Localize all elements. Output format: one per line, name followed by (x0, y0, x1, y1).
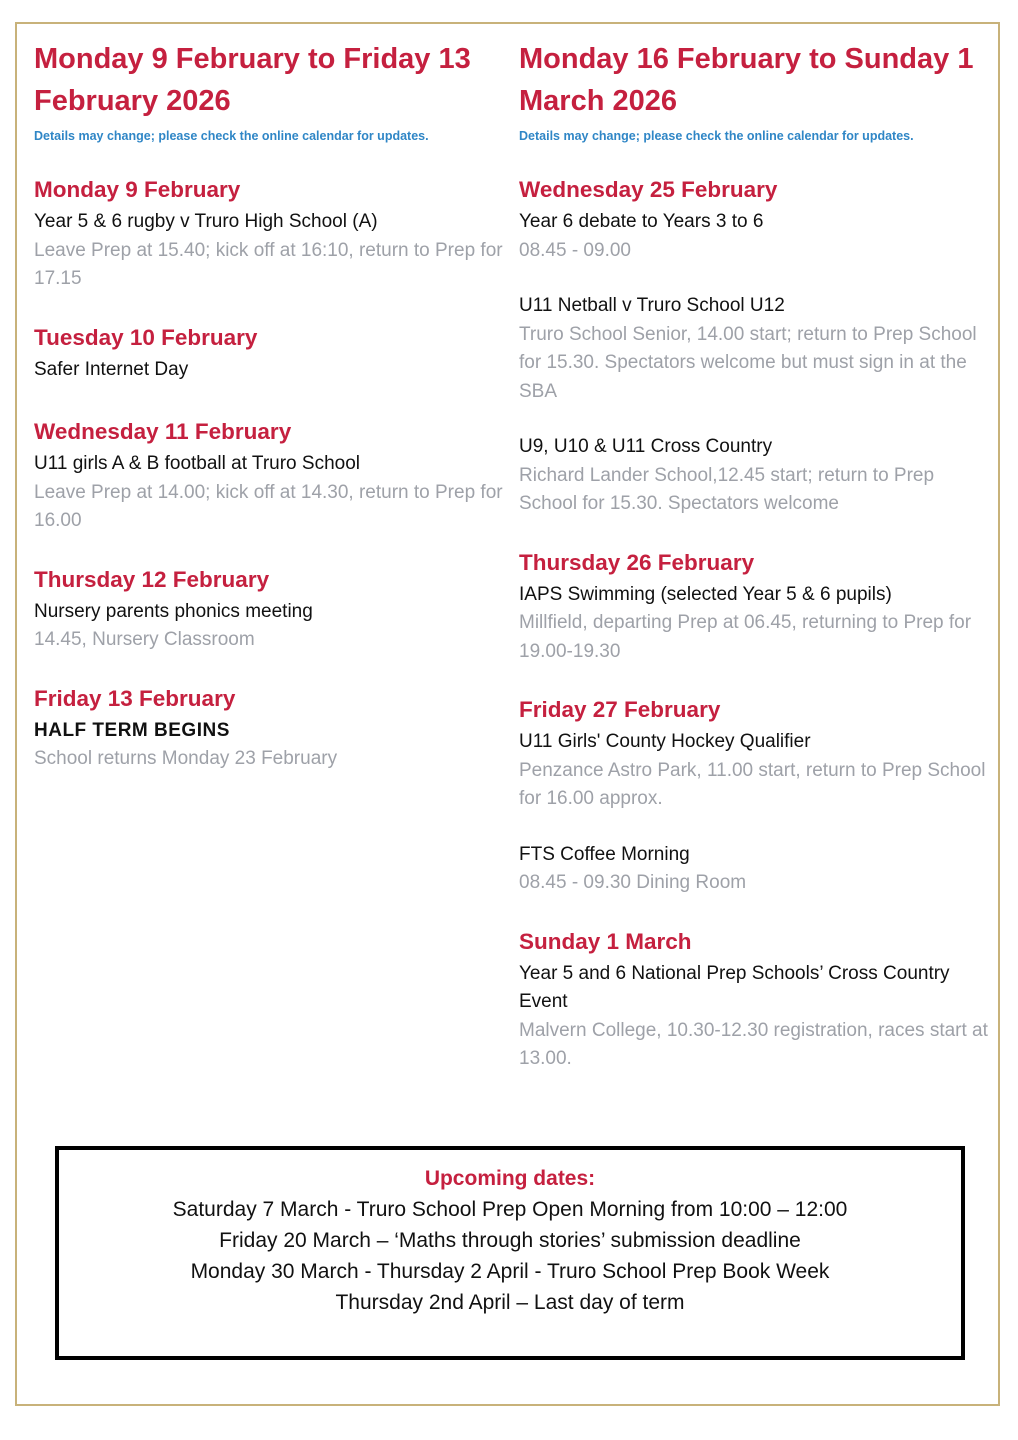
day-section (519, 696, 989, 898)
event-title: FTS Coffee Morning (519, 843, 690, 865)
event-detail: Millfield, departing Prep at 06.45, returning to Prep for 19.00-19.30 (519, 612, 972, 662)
week-title: Monday 9 February to Friday 13 February 2026 (34, 43, 471, 117)
event-title: U11 Netball v Truro School U12 (519, 295, 785, 316)
day-heading: Thursday 26 February (519, 549, 755, 575)
week-column-left (34, 38, 504, 774)
day-heading: Sunday 1 March (519, 928, 692, 954)
day-heading: Thursday 12 February (34, 566, 270, 592)
calendar-note: Details may change; please check the online calendar for updates. (519, 129, 914, 143)
event-title: Year 6 debate to Years 3 to 6 (519, 211, 764, 232)
day-section (34, 176, 504, 294)
event-title: U11 girls A & B football at Truro School (34, 453, 360, 474)
day-section (34, 685, 504, 774)
upcoming-dates-box (55, 1146, 965, 1360)
event-detail: School returns Monday 23 February (34, 748, 338, 769)
day-heading: Tuesday 10 February (34, 324, 258, 350)
event-title: Nursery parents phonics meeting (34, 600, 313, 622)
calendar-note: Details may change; please check the online calendar for updates. (34, 129, 429, 143)
event-detail: 08.45 - 09.30 Dining Room (519, 872, 747, 893)
day-section (519, 549, 989, 667)
day-heading: Wednesday 25 February (519, 177, 778, 202)
upcoming-date-line: Friday 20 March – ‘Maths through stories’ submission deadline (219, 1229, 801, 1252)
upcoming-heading: Upcoming dates: (424, 1167, 596, 1190)
event-detail: Richard Lander School,12.45 start; return to Prep School for 15.30. Spectators welcome (519, 464, 935, 514)
upcoming-date-line: Saturday 7 March - Truro School Prep Open Morning from 10:00 – 12:00 (172, 1198, 848, 1221)
event-detail: 08.45 - 09.00 (519, 239, 631, 261)
week-column-right (519, 38, 989, 1074)
event-detail: Leave Prep at 15.40; kick off at 16:10, return to Prep for 17.15 (34, 239, 503, 289)
event-title: HALF TERM BEGINS (34, 719, 230, 741)
day-heading: Monday 9 February (34, 177, 241, 202)
event-detail: Leave Prep at 14.00; kick off at 14.30, return to Prep for 16.00 (34, 481, 503, 531)
day-heading: Friday 13 February (34, 685, 236, 711)
event-title: Year 5 & 6 rugby v Truro High School (A) (34, 211, 378, 232)
event-detail: Truro School Senior, 14.00 start; return to Prep School for 15.30. Spectators welcome but must sign in at the SBA (519, 323, 977, 402)
event-detail: 14.45, Nursery Classroom (34, 629, 255, 650)
day-section (34, 418, 504, 536)
day-section (519, 928, 989, 1074)
day-section (34, 324, 504, 385)
event-title: Year 5 and 6 National Prep Schools’ Cross Country Event (519, 962, 950, 1012)
event-title: U9, U10 & U11 Cross Country (519, 436, 773, 457)
upcoming-date-line: Thursday 2nd April – Last day of term (335, 1291, 685, 1314)
day-section (519, 176, 989, 519)
day-heading: Wednesday 11 February (34, 419, 292, 444)
upcoming-date-line: Monday 30 March - Thursday 2 April - Truro School Prep Book Week (190, 1260, 830, 1283)
event-detail: Penzance Astro Park, 11.00 start, return to Prep School for 16.00 approx. (519, 759, 986, 809)
event-detail: Malvern College, 10.30-12.30 registration, races start at 13.00. (519, 1019, 988, 1069)
day-heading: Friday 27 February (519, 697, 721, 722)
week-title: Monday 16 February to Sunday 1 March 2026 (519, 43, 974, 117)
event-title: IAPS Swimming (selected Year 5 & 6 pupils) (519, 583, 892, 605)
event-title: U11 Girls' County Hockey Qualifier (519, 731, 811, 752)
event-title: Safer Internet Day (34, 358, 189, 380)
day-section (34, 566, 504, 655)
